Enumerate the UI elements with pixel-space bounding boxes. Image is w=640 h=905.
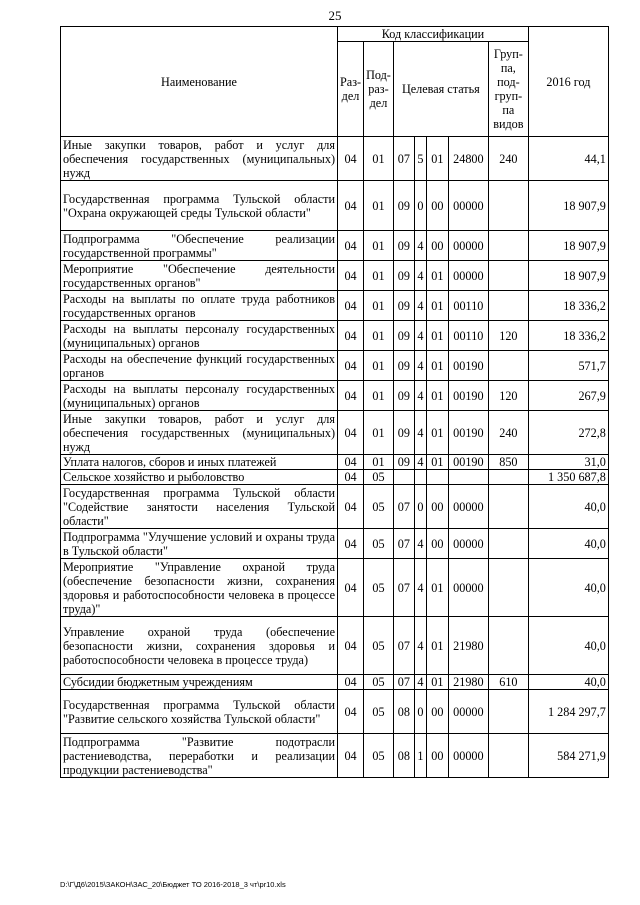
cell-section: 04 [338,411,364,455]
cell-event: 01 [426,321,448,351]
cell-amount: 1 284 297,7 [528,690,608,734]
cell-program: 09 [393,181,414,231]
cell-expense-group [488,181,528,231]
cell-program: 07 [393,485,414,529]
header-target-item: Целевая статья [393,42,488,137]
cell-subsection: 01 [364,291,394,321]
cell-expense-group: 120 [488,381,528,411]
cell-event: 01 [426,675,448,690]
cell-amount: 272,8 [528,411,608,455]
cell-direction: 00190 [448,351,488,381]
cell-event: 01 [426,455,448,470]
cell-expense-group: 120 [488,321,528,351]
cell-amount: 584 271,9 [528,734,608,778]
cell-section: 04 [338,261,364,291]
cell-section: 04 [338,734,364,778]
cell-subsection: 05 [364,734,394,778]
header-section: Раз-дел [338,42,364,137]
cell-direction: 00000 [448,261,488,291]
cell-amount: 18 907,9 [528,261,608,291]
cell-section: 04 [338,617,364,675]
cell-subsection: 01 [364,455,394,470]
cell-name: Расходы на выплаты персоналу государственных (муниципальных) органов [61,321,338,351]
cell-program: 07 [393,617,414,675]
table-row [61,291,609,321]
cell-direction: 00000 [448,690,488,734]
cell-subprogram: 4 [414,231,426,261]
cell-name: Субсидии бюджетным учреждениям [61,675,338,690]
cell-subsection: 01 [364,411,394,455]
cell-subsection: 05 [364,470,394,485]
cell-event: 01 [426,381,448,411]
cell-name: Подпрограмма "Улучшение условий и охраны труда в Тульской области" [61,529,338,559]
cell-direction: 00000 [448,181,488,231]
table-row [61,690,609,734]
cell-program: 09 [393,291,414,321]
table-row [61,617,609,675]
cell-name: Иные закупки товаров, работ и услуг для обеспечения государственных (муниципальных) нужд [61,411,338,455]
cell-section: 04 [338,455,364,470]
cell-direction: 24800 [448,137,488,181]
cell-subprogram: 4 [414,411,426,455]
table-row [61,675,609,690]
cell-program: 09 [393,231,414,261]
cell-subprogram: 4 [414,617,426,675]
cell-name: Государственная программа Тульской области "Охрана окружающей среды Тульской области" [61,181,338,231]
cell-section: 04 [338,675,364,690]
cell-amount: 40,0 [528,485,608,529]
cell-expense-group [488,261,528,291]
cell-expense-group [488,734,528,778]
cell-name: Подпрограмма "Обеспечение реализации государственной программы" [61,231,338,261]
table-body [61,137,609,778]
cell-amount: 40,0 [528,529,608,559]
cell-amount: 18 336,2 [528,291,608,321]
cell-event: 01 [426,291,448,321]
cell-name: Мероприятие "Управление охраной труда (обеспечение безопасности жизни, сохранения здоровья и работоспособности человека в процессе труда)" [61,559,338,617]
cell-program: 08 [393,690,414,734]
cell-subsection: 01 [364,137,394,181]
cell-expense-group [488,291,528,321]
cell-event: 01 [426,411,448,455]
cell-direction: 00000 [448,529,488,559]
cell-expense-group [488,529,528,559]
cell-name: Подпрограмма "Развитие подотрасли растениеводства, переработки и реализации продукции растениеводства" [61,734,338,778]
cell-event: 00 [426,734,448,778]
cell-subsection: 05 [364,485,394,529]
table-row [61,321,609,351]
cell-section: 04 [338,137,364,181]
cell-expense-group: 240 [488,411,528,455]
cell-subprogram: 0 [414,690,426,734]
cell-event: 01 [426,559,448,617]
cell-program [393,470,414,485]
cell-event: 00 [426,690,448,734]
cell-event [426,470,448,485]
cell-program: 07 [393,675,414,690]
table-row [61,411,609,455]
cell-subsection: 01 [364,261,394,291]
cell-subprogram: 4 [414,291,426,321]
table-row [61,351,609,381]
cell-expense-group [488,470,528,485]
cell-name: Государственная программа Тульской области "Развитие сельского хозяйства Тульской области" [61,690,338,734]
cell-subsection: 05 [364,690,394,734]
cell-direction: 00110 [448,321,488,351]
cell-name: Расходы на выплаты по оплате труда работников государственных органов [61,291,338,321]
cell-subprogram [414,470,426,485]
cell-amount: 40,0 [528,617,608,675]
table-row [61,137,609,181]
cell-subprogram: 4 [414,381,426,411]
cell-program: 09 [393,321,414,351]
header-classification: Код классификации [338,27,529,42]
cell-subsection: 01 [364,181,394,231]
cell-subsection: 01 [364,381,394,411]
cell-direction: 00190 [448,411,488,455]
cell-direction: 21980 [448,617,488,675]
cell-subprogram: 4 [414,559,426,617]
header-subsection: Под-раз-дел [364,42,394,137]
cell-section: 04 [338,485,364,529]
cell-section: 04 [338,291,364,321]
cell-name: Мероприятие "Обеспечение деятельности государственных органов" [61,261,338,291]
cell-amount: 18 336,2 [528,321,608,351]
cell-name: Управление охраной труда (обеспечение безопасности жизни, сохранения здоровья и работоспособности человека в процессе труда) [61,617,338,675]
cell-section: 04 [338,381,364,411]
cell-amount: 571,7 [528,351,608,381]
table-row [61,734,609,778]
cell-subsection: 01 [364,231,394,261]
cell-section: 04 [338,559,364,617]
cell-amount: 267,9 [528,381,608,411]
table-row [61,485,609,529]
cell-program: 08 [393,734,414,778]
cell-direction: 00190 [448,455,488,470]
cell-section: 04 [338,690,364,734]
cell-program: 09 [393,411,414,455]
table-row [61,381,609,411]
cell-direction: 21980 [448,675,488,690]
cell-program: 09 [393,351,414,381]
cell-expense-group [488,231,528,261]
header-group: Груп-па, под-груп-па видов [488,42,528,137]
cell-program: 09 [393,381,414,411]
table-row [61,470,609,485]
cell-subsection: 05 [364,559,394,617]
cell-subprogram: 4 [414,321,426,351]
cell-expense-group [488,559,528,617]
cell-name: Государственная программа Тульской области "Содействие занятости населения Тульской области" [61,485,338,529]
cell-event: 00 [426,529,448,559]
cell-event: 01 [426,261,448,291]
cell-amount: 44,1 [528,137,608,181]
cell-event: 00 [426,485,448,529]
cell-subsection: 05 [364,617,394,675]
cell-program: 09 [393,261,414,291]
cell-section: 04 [338,231,364,261]
cell-subprogram: 1 [414,734,426,778]
cell-amount: 31,0 [528,455,608,470]
header-year: 2016 год [528,27,608,137]
cell-section: 04 [338,321,364,351]
cell-expense-group: 850 [488,455,528,470]
cell-name: Расходы на выплаты персоналу государственных (муниципальных) органов [61,381,338,411]
cell-amount: 18 907,9 [528,231,608,261]
page-number: 25 [328,8,342,23]
cell-name: Иные закупки товаров, работ и услуг для обеспечения государственных (муниципальных) нужд [61,137,338,181]
cell-subprogram: 4 [414,675,426,690]
file-path: D:\Г\Д6\2015\ЗАКОН\ЗАС_20\Бюджет ТО 2016-2018_3 чт\pr10.xls [60,880,286,889]
cell-direction: 00000 [448,485,488,529]
cell-amount: 1 350 687,8 [528,470,608,485]
table-row [61,529,609,559]
cell-subprogram: 4 [414,455,426,470]
budget-table [60,26,609,778]
cell-subsection: 05 [364,675,394,690]
cell-program: 09 [393,455,414,470]
cell-amount: 40,0 [528,675,608,690]
table-row [61,261,609,291]
cell-name: Сельское хозяйство и рыболовство [61,470,338,485]
cell-direction [448,470,488,485]
cell-expense-group: 610 [488,675,528,690]
table-row [61,181,609,231]
cell-subprogram: 4 [414,261,426,291]
cell-direction: 00190 [448,381,488,411]
cell-direction: 00000 [448,559,488,617]
cell-name: Уплата налогов, сборов и иных платежей [61,455,338,470]
cell-subprogram: 4 [414,351,426,381]
table-row [61,559,609,617]
cell-program: 07 [393,529,414,559]
cell-subsection: 01 [364,351,394,381]
cell-section: 04 [338,351,364,381]
cell-expense-group [488,690,528,734]
cell-subsection: 05 [364,529,394,559]
cell-subsection: 01 [364,321,394,351]
cell-section: 04 [338,181,364,231]
cell-expense-group [488,485,528,529]
cell-direction: 00000 [448,734,488,778]
cell-program: 07 [393,137,414,181]
cell-subprogram: 4 [414,529,426,559]
cell-name: Расходы на обеспечение функций государственных органов [61,351,338,381]
cell-section: 04 [338,529,364,559]
cell-event: 01 [426,351,448,381]
cell-amount: 40,0 [528,559,608,617]
cell-event: 00 [426,231,448,261]
cell-expense-group [488,351,528,381]
cell-event: 01 [426,137,448,181]
cell-expense-group [488,617,528,675]
cell-program: 07 [393,559,414,617]
header-name: Наименование [61,27,338,137]
cell-event: 00 [426,181,448,231]
table-row [61,231,609,261]
cell-direction: 00000 [448,231,488,261]
cell-expense-group: 240 [488,137,528,181]
cell-event: 01 [426,617,448,675]
cell-amount: 18 907,9 [528,181,608,231]
cell-subprogram: 0 [414,181,426,231]
cell-subprogram: 0 [414,485,426,529]
cell-subprogram: 5 [414,137,426,181]
table-row [61,455,609,470]
cell-section: 04 [338,470,364,485]
cell-direction: 00110 [448,291,488,321]
